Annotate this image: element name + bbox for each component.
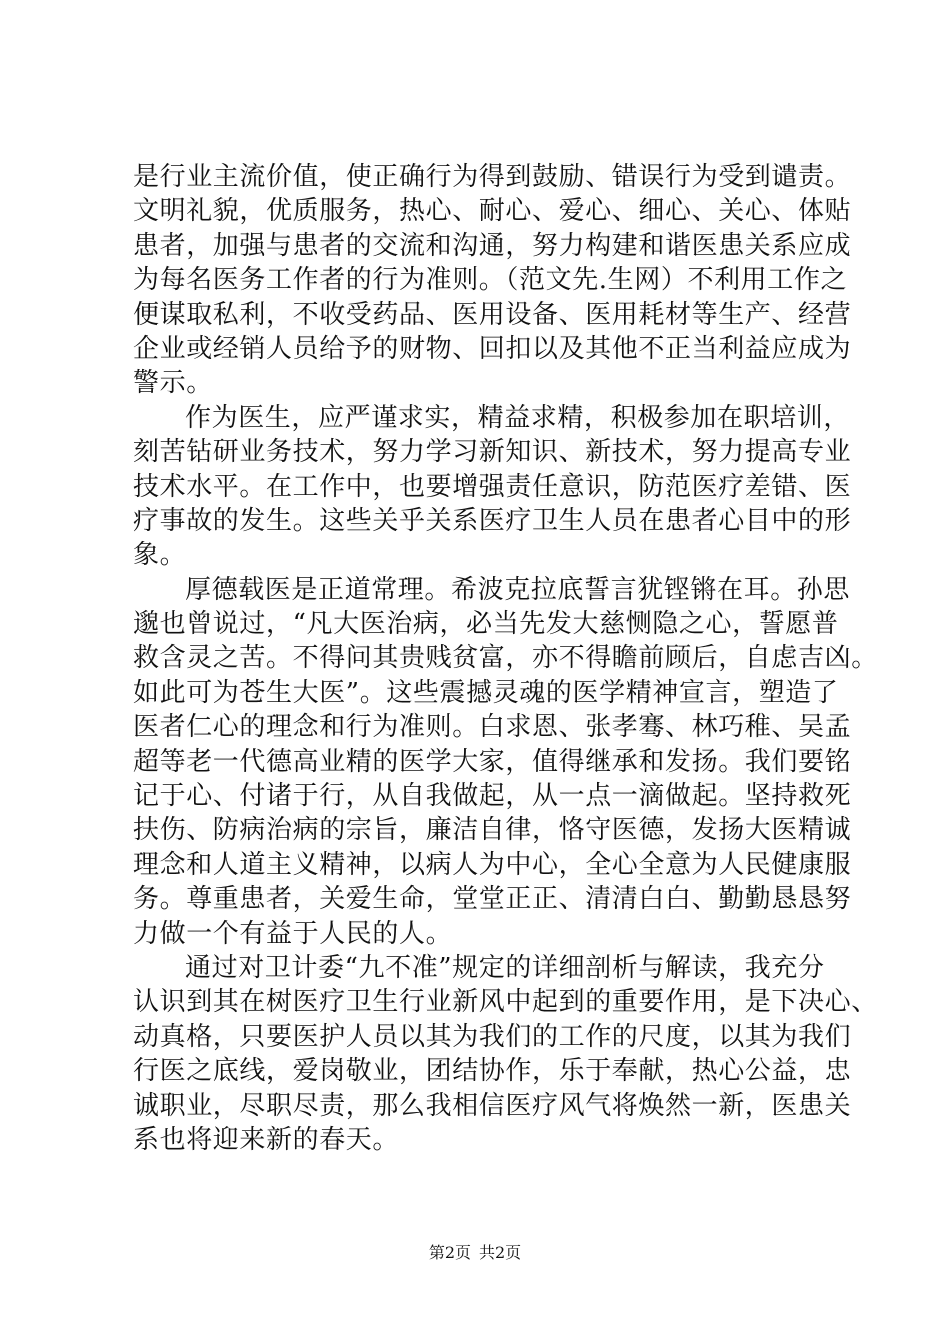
text-line: 记于心、付诸于行，从自我做起，从一点一滴做起。坚持救死: [133, 781, 852, 812]
text-line: 患者，加强与患者的交流和沟通，努力构建和谐医患关系应成: [133, 230, 852, 261]
text-line: 便谋取私利，不收受药品、医用设备、医用耗材等生产、经营: [133, 299, 852, 330]
text-line: 认识到其在树医疗卫生行业新风中起到的重要作用，是下决心、: [133, 987, 878, 1018]
paragraph-first-line: 厚德载医是正道常理。希波克拉底誓言犹铿锵在耳。孙思: [185, 574, 851, 605]
text-line: 力做一个有益于人民的人。: [133, 918, 453, 949]
text-line: 动真格，只要医护人员以其为我们的工作的尺度，以其为我们: [133, 1021, 852, 1052]
document-body: [133, 160, 878, 1157]
text-line: 理念和人道主义精神，以病人为中心，全心全意为人民健康服: [133, 849, 852, 880]
text-line: 象。: [133, 540, 187, 571]
text-line: 警示。: [133, 368, 213, 399]
text-line: 如此可为苍生大医”。这些震撼灵魂的医学精神宣言，塑造了: [133, 677, 839, 708]
text-line: 扶伤、防病治病的宗旨，廉洁自律，恪守医德，发扬大医精诚: [133, 815, 852, 846]
text-line: 邈也曾说过，“凡大医治病，必当先发大慈恻隐之心，誓愿普: [133, 609, 839, 640]
text-line: 文明礼貌，优质服务，热心、耐心、爱心、细心、关心、体贴: [133, 196, 852, 227]
text-line: 系也将迎来新的春天。: [133, 1124, 400, 1155]
text-line: 企业或经销人员给予的财物、回扣以及其他不正当利益应成为: [133, 333, 852, 364]
text-line: 为每名医务工作者的行为准则。（范文先.生网）不利用工作之: [133, 265, 848, 296]
text-line: 医者仁心的理念和行为准则。白求恩、张孝骞、林巧稚、吴孟: [133, 712, 852, 743]
paragraph-first-line: 通过对卫计委“九不准”规定的详细剖析与解读，我充分: [185, 952, 825, 983]
text-line: 超等老一代德高业精的医学大家，值得继承和发扬。我们要铭: [133, 746, 852, 777]
text-line: 行医之底线，爱岗敬业，团结协作，乐于奉献，热心公益，忠: [133, 1056, 852, 1087]
page-number: 第2页: [428, 1243, 471, 1262]
text-line: 是行业主流价值，使正确行为得到鼓励、错误行为受到谴责。: [133, 162, 852, 192]
page-total: 共2页: [479, 1243, 522, 1262]
text-line: 疗事故的发生。这些关乎关系医疗卫生人员在患者心目中的形: [133, 505, 852, 536]
text-line: 务。尊重患者，关爱生命，堂堂正正、清清白白、勤勤恳恳努: [133, 884, 852, 915]
paragraph-first-line: 作为医生，应严谨求实，精益求精，积极参加在职培训，: [185, 402, 851, 433]
text-line: 技术水平。在工作中，也要增强责任意识，防范医疗差错、医: [133, 471, 852, 502]
text-line: 诚职业，尽职尽责，那么我相信医疗风气将焕然一新，医患关: [133, 1090, 852, 1121]
text-line: 救含灵之苦。不得问其贵贱贫富，亦不得瞻前顾后，自虑吉凶。: [133, 643, 878, 674]
page-footer: [0, 1243, 950, 1263]
text-line: 刻苦钻研业务技术，努力学习新知识、新技术，努力提高专业: [133, 437, 852, 468]
